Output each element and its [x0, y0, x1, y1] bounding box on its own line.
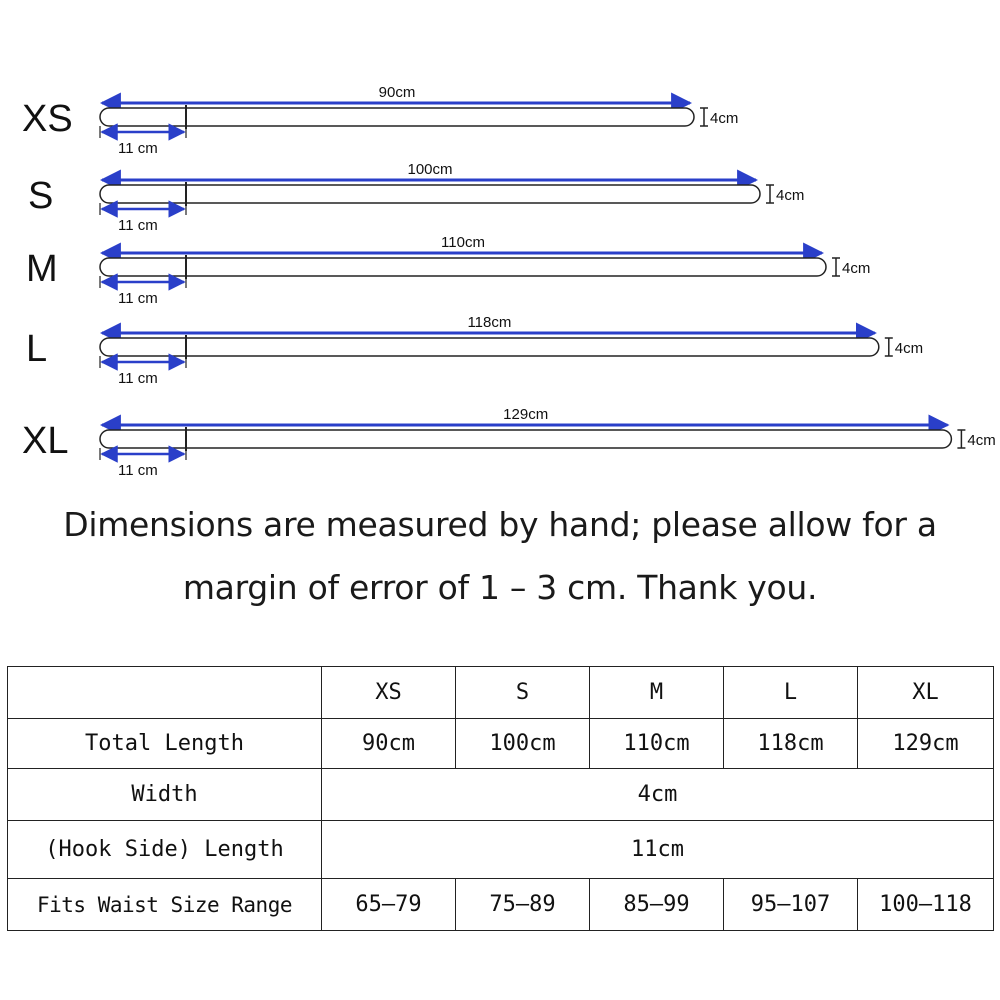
width-label-xs: 4cm	[710, 110, 739, 127]
table-row-hook-length	[8, 821, 994, 879]
total-length-xl: 129cm	[858, 719, 994, 769]
width-value: 4cm	[322, 769, 994, 821]
width-label-s: 4cm	[776, 187, 805, 204]
length-label-s: 100cm	[407, 161, 453, 178]
hook-label-m: 11 cm	[118, 290, 158, 307]
header-size-s: S	[456, 667, 590, 719]
width-bracket-l	[885, 338, 893, 356]
belt-strap-s	[100, 185, 760, 203]
measurement-note-line-1: Dimensions are measured by hand; please allow for a	[63, 505, 937, 544]
hook-label-s: 11 cm	[118, 217, 158, 234]
row-label-width: Width	[8, 769, 322, 821]
table-header-row	[8, 667, 994, 719]
belt-strap-xl	[100, 430, 951, 448]
total-length-xs: 90cm	[322, 719, 456, 769]
size-label-m: M	[26, 248, 58, 290]
width-bracket-m	[832, 258, 840, 276]
belt-strap-m	[100, 258, 826, 276]
total-length-s: 100cm	[456, 719, 590, 769]
size-label-l: L	[26, 328, 48, 370]
width-label-m: 4cm	[842, 260, 871, 277]
size-label-xs: XS	[22, 98, 73, 140]
header-size-m: M	[590, 667, 724, 719]
row-label-hook-length: (Hook Side) Length	[8, 821, 322, 879]
hook-length-value: 11cm	[322, 821, 994, 879]
measurement-note-line-2: margin of error of 1 – 3 cm. Thank you.	[182, 568, 818, 607]
waist-range-xs: 65–79	[322, 879, 456, 931]
waist-range-m: 85–99	[590, 879, 724, 931]
table-row-waist-range	[8, 879, 994, 931]
width-label-xl: 4cm	[967, 432, 996, 449]
belt-strap-xs	[100, 108, 694, 126]
header-size-xs: XS	[322, 667, 456, 719]
table-row-width	[8, 769, 994, 821]
length-label-m: 110cm	[441, 234, 485, 251]
waist-range-s: 75–89	[456, 879, 590, 931]
waist-range-l: 95–107	[724, 879, 858, 931]
width-label-l: 4cm	[894, 340, 924, 357]
length-label-xs: 90cm	[378, 84, 416, 101]
header-size-l: L	[724, 667, 858, 719]
hook-label-xs: 11 cm	[118, 140, 158, 157]
row-label-total-length: Total Length	[8, 719, 322, 769]
length-label-xl: 129cm	[503, 406, 549, 423]
row-label-waist-range: Fits Waist Size Range	[8, 879, 322, 931]
hook-label-l: 11 cm	[118, 370, 158, 387]
size-chart-table	[7, 666, 994, 931]
hook-label-xl: 11 cm	[118, 462, 158, 479]
length-label-l: 118cm	[467, 314, 512, 331]
header-size-xl: XL	[858, 667, 994, 719]
width-bracket-xl	[957, 430, 965, 448]
header-empty-cell	[8, 667, 322, 719]
total-length-l: 118cm	[724, 719, 858, 769]
size-label-xl: XL	[22, 420, 69, 462]
waist-range-xl: 100–118	[858, 879, 994, 931]
width-bracket-s	[766, 185, 774, 203]
width-bracket-xs	[700, 108, 708, 126]
total-length-m: 110cm	[590, 719, 724, 769]
belt-strap-l	[100, 338, 879, 356]
table-row-total-length	[8, 719, 994, 769]
size-label-s: S	[28, 175, 54, 217]
